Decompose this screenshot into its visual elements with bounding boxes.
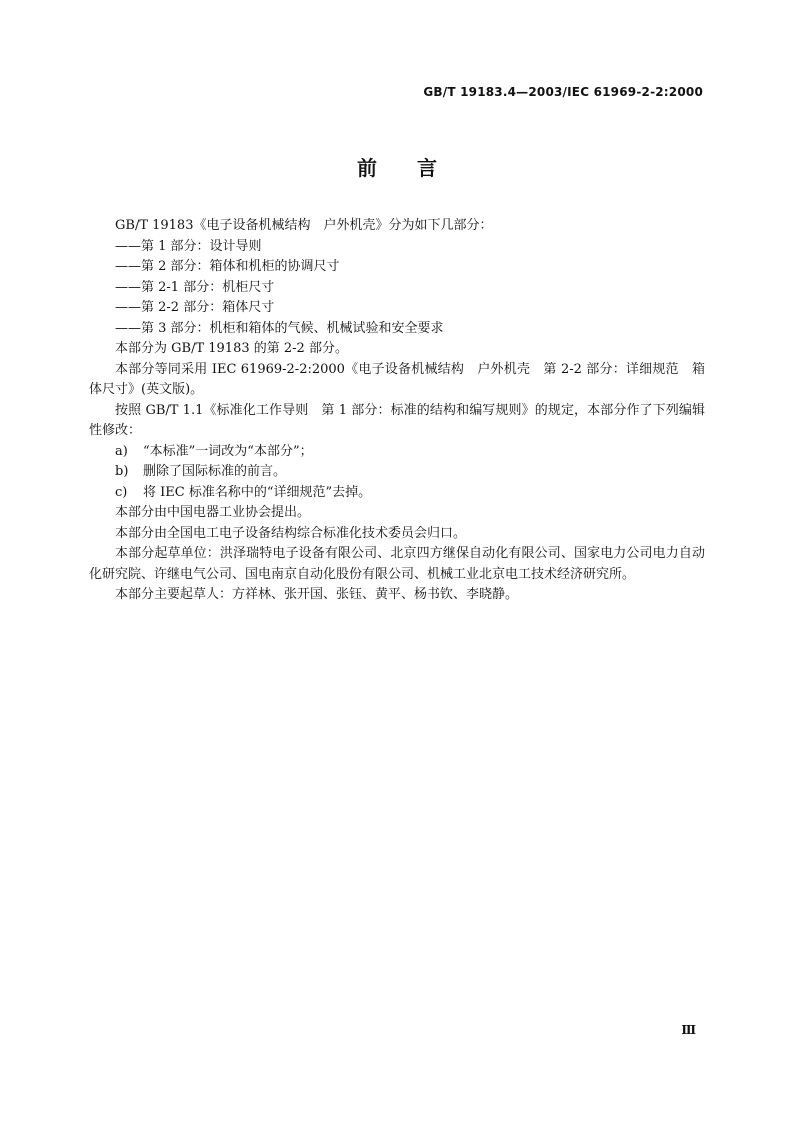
item-mark: a) bbox=[115, 443, 128, 459]
item-mark: c) bbox=[115, 484, 128, 500]
paragraph-committee: 本部分由全国电工电子设备结构综合标准化技术委员会归口。 bbox=[115, 525, 467, 541]
part-list-item: ——第 2-1 部分：机柜尺寸 bbox=[115, 279, 275, 295]
paragraph-intro: GB/T 19183《电子设备机械结构 户外机壳》分为如下几部分： bbox=[115, 218, 493, 233]
paragraph-modifications: 按照 GB/T 1.1《标准化工作导则 第 1 部分：标准的结构和编写规则》的规定，本部分作了下列编辑性修改： bbox=[89, 402, 705, 438]
item-text: 删除了国际标准的前言。 bbox=[143, 464, 287, 479]
modification-item-b bbox=[89, 462, 705, 483]
paragraph-scope: 本部分为 GB/T 19183 的第 2-2 部分。 bbox=[115, 341, 348, 356]
modification-item-a bbox=[89, 442, 705, 463]
part-list-item: ——第 2-2 部分：箱体尺寸 bbox=[115, 300, 275, 315]
modification-item-c bbox=[89, 483, 705, 504]
foreword-body bbox=[89, 216, 705, 606]
paragraph-adoption: 本部分等同采用 IEC 61969-2-2:2000《电子设备机械结构 户外机壳 第 2-2 部分：详细规范 箱体尺寸》(英文版)。 bbox=[89, 361, 705, 397]
paragraph-drafters: 本部分主要起草人：方祥林、张开国、张钰、黄平、杨书钦、李晓静。 bbox=[115, 587, 519, 602]
item-mark: b) bbox=[115, 464, 129, 479]
standard-code-header: GB/T 19183.4—2003/IEC 61969-2-2:2000 bbox=[423, 85, 703, 99]
paragraph-drafting-units: 本部分起草单位：洪泽瑞特电子设备有限公司、北京四方继保自动化有限公司、国家电力公司电力自动化研究院、许继电气公司、国电南京自动化股份有限公司、机械工业北京电工技术经济研究所。 bbox=[89, 546, 705, 582]
part-list-item: ——第 1 部分：设计导则 bbox=[115, 238, 262, 254]
page-number: Ⅲ bbox=[681, 1023, 696, 1037]
page-title: 前 言 bbox=[357, 156, 437, 180]
part-list-item: ——第 3 部分：机柜和箱体的气候、机械试验和安全要求 bbox=[115, 320, 444, 336]
item-text: “本标准”一词改为“本部分”； bbox=[143, 443, 313, 459]
part-list-item: ——第 2 部分：箱体和机柜的协调尺寸 bbox=[115, 259, 340, 274]
item-text: 将 IEC 标准名称中的“详细规范”去掉。 bbox=[143, 484, 372, 500]
paragraph-proposer: 本部分由中国电器工业协会提出。 bbox=[115, 505, 311, 520]
